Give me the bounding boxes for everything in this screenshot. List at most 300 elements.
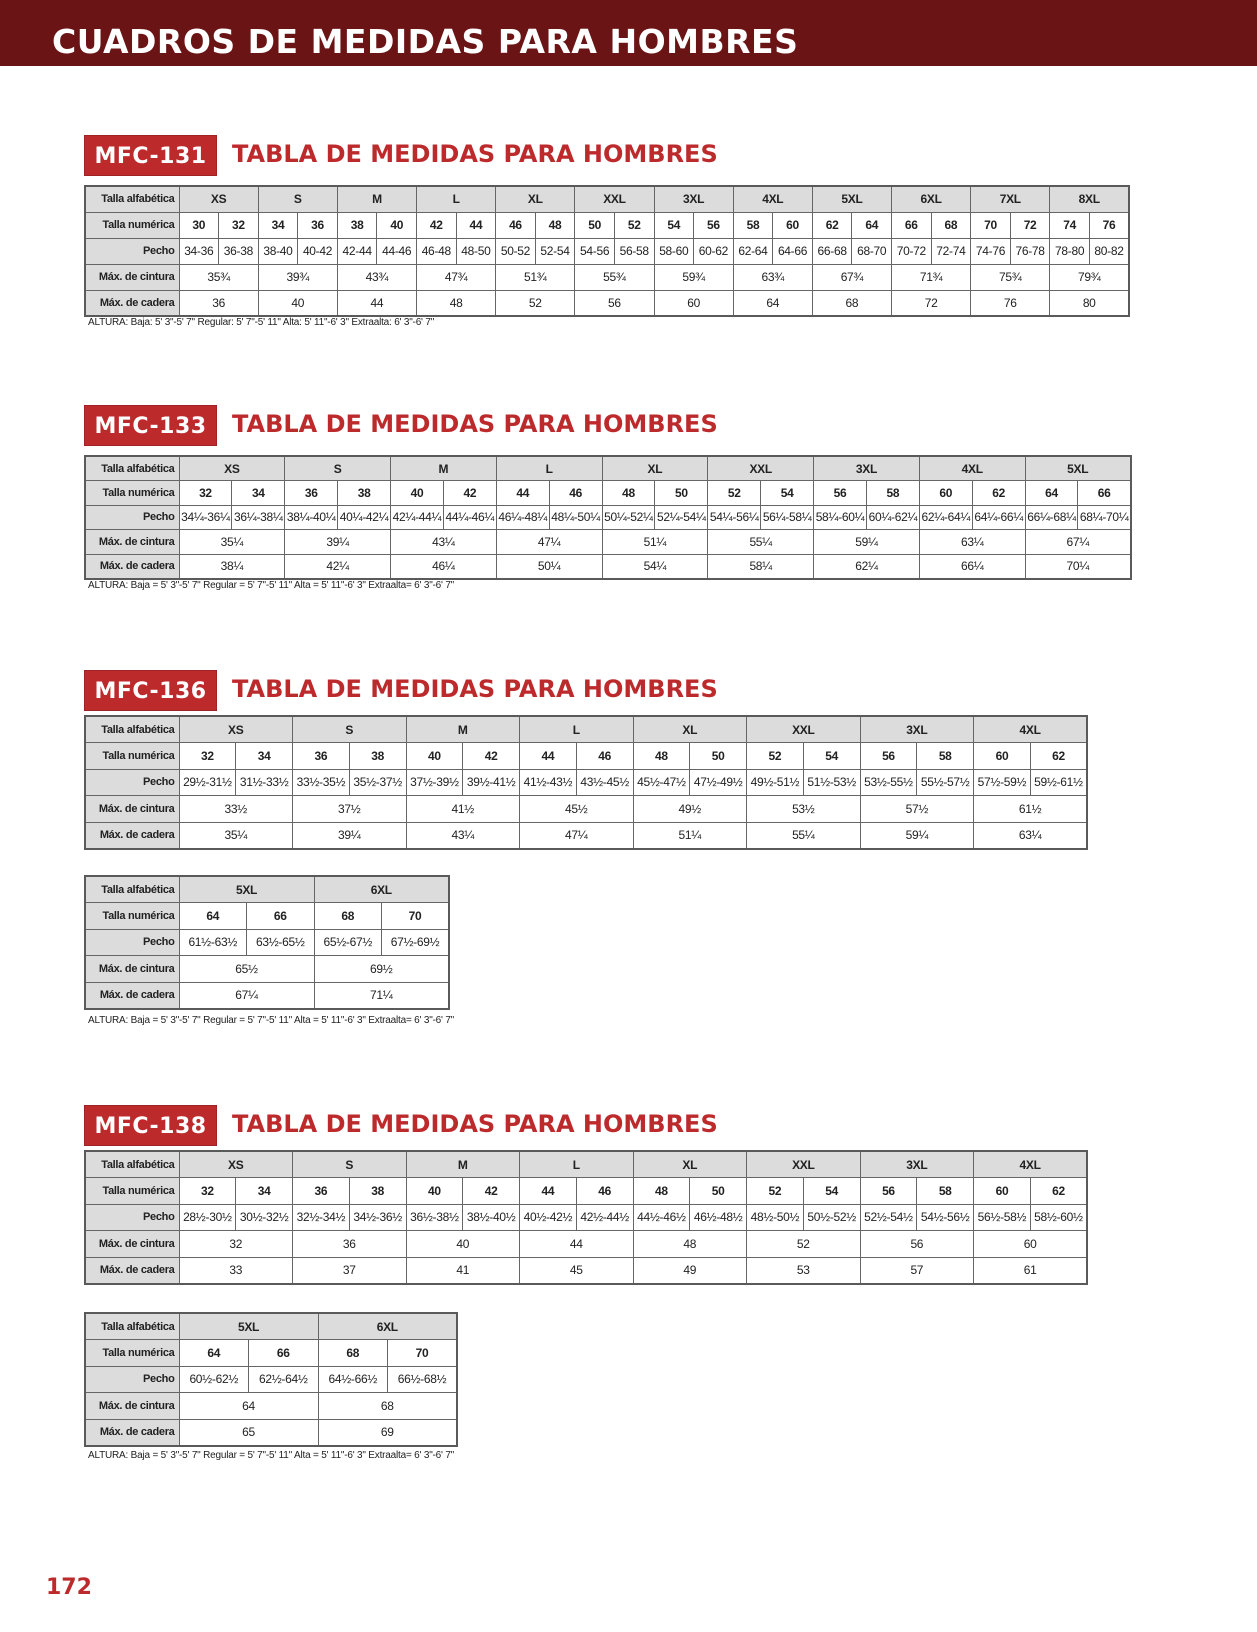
- hip-cell: 62¼: [814, 554, 920, 579]
- numeric-size-cell: 54: [654, 212, 694, 238]
- chest-cell: 56-58: [614, 238, 654, 264]
- hip-cell: 40: [258, 290, 337, 316]
- hip-cell: 66¼: [919, 554, 1025, 579]
- numeric-size-cell: 42: [443, 481, 496, 506]
- hip-row: [85, 290, 1129, 316]
- alpha-size-cell: L: [520, 716, 634, 743]
- chest-cell: 80-82: [1089, 238, 1129, 264]
- chest-cell: 60¼-62¼: [866, 505, 919, 530]
- waist-cell: 52: [747, 1231, 861, 1258]
- alpha-size-cell: 5XL: [179, 876, 314, 903]
- chest-cell: 66½-68½: [388, 1366, 458, 1393]
- alpha-size-cell: XXL: [747, 716, 861, 743]
- hip-cell: 57: [860, 1257, 974, 1284]
- alpha-size-cell: XXL: [575, 186, 654, 212]
- row-label: Talla numérica: [85, 743, 179, 770]
- numeric-size-cell: 46: [496, 212, 536, 238]
- size-table: [84, 455, 1132, 580]
- model-code-badge: MFC-131: [84, 135, 217, 176]
- height-note: ALTURA: Baja = 5' 3"-5' 7" Regular = 5' 7"-5' 11" Alta = 5' 11"-6' 3" Extraalta= 6' 3"-6' 7": [88, 580, 455, 591]
- chest-cell: 28½-30½: [179, 1204, 236, 1231]
- hip-cell: 41: [406, 1257, 520, 1284]
- chest-cell: 58½-60½: [1030, 1204, 1087, 1231]
- page-number: 172: [46, 1575, 92, 1600]
- chest-row: [85, 1204, 1087, 1231]
- numeric-size-cell: 50: [575, 212, 615, 238]
- chest-cell: 57½-59½: [974, 769, 1031, 796]
- waist-cell: 33½: [179, 796, 293, 823]
- chest-cell: 68-70: [852, 238, 892, 264]
- numeric-size-cell: 66: [247, 903, 315, 930]
- chest-cell: 44½-46½: [633, 1204, 690, 1231]
- row-label: Talla alfabética: [85, 1313, 179, 1340]
- hip-cell: 43¼: [406, 822, 520, 849]
- chest-cell: 40½-42½: [520, 1204, 577, 1231]
- row-label: Máx. de cadera: [85, 1257, 179, 1284]
- waist-row: [85, 1393, 457, 1420]
- size-table: [84, 715, 1088, 850]
- hip-cell: 65: [179, 1419, 318, 1446]
- chest-cell: 41½-43½: [520, 769, 577, 796]
- alpha-size-cell: L: [520, 1151, 634, 1178]
- waist-cell: 43¾: [337, 264, 416, 290]
- waist-cell: 39¾: [258, 264, 337, 290]
- numeric-size-cell: 50: [655, 481, 708, 506]
- numeric-size-cell: 60: [773, 212, 813, 238]
- hip-cell: 36: [179, 290, 258, 316]
- waist-cell: 48: [633, 1231, 747, 1258]
- chest-cell: 30½-32½: [236, 1204, 293, 1231]
- chest-cell: 52½-54½: [860, 1204, 917, 1231]
- chest-cell: 67½-69½: [382, 929, 450, 956]
- alpha-size-cell: XXL: [747, 1151, 861, 1178]
- hip-row: [85, 982, 449, 1009]
- chest-cell: 48-50: [456, 238, 496, 264]
- numeric-size-cell: 58: [866, 481, 919, 506]
- chest-cell: 31½-33½: [236, 769, 293, 796]
- row-label: Máx. de cintura: [85, 1393, 179, 1420]
- alpha-size-cell: XL: [633, 716, 747, 743]
- chest-cell: 53½-55½: [860, 769, 917, 796]
- chest-cell: 36-38: [219, 238, 259, 264]
- row-label: Pecho: [85, 929, 179, 956]
- waist-cell: 60: [974, 1231, 1088, 1258]
- hip-cell: 48: [417, 290, 496, 316]
- waist-cell: 35¾: [179, 264, 258, 290]
- num-row: [85, 903, 449, 930]
- chest-cell: 44¼-46¼: [443, 505, 496, 530]
- row-label: Máx. de cintura: [85, 264, 179, 290]
- waist-cell: 53½: [747, 796, 861, 823]
- size-table: [84, 1312, 458, 1447]
- chest-cell: 38-40: [258, 238, 298, 264]
- hip-cell: 61: [974, 1257, 1088, 1284]
- hip-cell: 44: [337, 290, 416, 316]
- chest-cell: 42¼-44¼: [391, 505, 444, 530]
- hip-cell: 80: [1050, 290, 1129, 316]
- chest-cell: 58¼-60¼: [814, 505, 867, 530]
- numeric-size-cell: 48: [633, 1178, 690, 1205]
- section-title: TABLA DE MEDIDAS PARA HOMBRES: [232, 675, 718, 703]
- height-note: ALTURA: Baja = 5' 3"-5' 7" Regular = 5' 7"-5' 11" Alta = 5' 11"-6' 3" Extraalta= 6' 3"-6' 7": [88, 1015, 455, 1026]
- row-label: Talla alfabética: [85, 1151, 179, 1178]
- alpha-size-cell: XS: [179, 456, 285, 481]
- numeric-size-cell: 62: [1030, 1178, 1087, 1205]
- hip-cell: 63¼: [974, 822, 1088, 849]
- chest-cell: 49½-51½: [747, 769, 804, 796]
- hip-cell: 58¼: [708, 554, 814, 579]
- numeric-size-cell: 32: [179, 743, 236, 770]
- hip-cell: 46¼: [391, 554, 497, 579]
- numeric-size-cell: 52: [747, 1178, 804, 1205]
- chest-cell: 62¼-64¼: [919, 505, 972, 530]
- chest-cell: 76-78: [1010, 238, 1050, 264]
- numeric-size-cell: 56: [860, 1178, 917, 1205]
- size-table: [84, 185, 1130, 317]
- chest-row: [85, 238, 1129, 264]
- num-row: [85, 743, 1087, 770]
- chest-cell: 55½-57½: [917, 769, 974, 796]
- numeric-size-cell: 34: [232, 481, 285, 506]
- waist-row: [85, 530, 1131, 555]
- waist-row: [85, 796, 1087, 823]
- hip-cell: 33: [179, 1257, 293, 1284]
- row-label: Talla numérica: [85, 1340, 179, 1367]
- waist-cell: 59¾: [654, 264, 733, 290]
- waist-row: [85, 1231, 1087, 1258]
- chest-cell: 45½-47½: [633, 769, 690, 796]
- page-title: CUADROS DE MEDIDAS PARA HOMBRES: [52, 22, 799, 61]
- waist-cell: 67¾: [812, 264, 891, 290]
- chest-cell: 32½-34½: [293, 1204, 350, 1231]
- numeric-size-cell: 58: [917, 743, 974, 770]
- row-label: Máx. de cintura: [85, 530, 179, 555]
- section-title: TABLA DE MEDIDAS PARA HOMBRES: [232, 140, 718, 168]
- waist-cell: 61½: [974, 796, 1088, 823]
- numeric-size-cell: 46: [549, 481, 602, 506]
- waist-cell: 55¼: [708, 530, 814, 555]
- hip-cell: 51¼: [633, 822, 747, 849]
- alpha-size-cell: XL: [496, 186, 575, 212]
- waist-cell: 43¼: [391, 530, 497, 555]
- alpha-size-cell: 4XL: [733, 186, 812, 212]
- alpha-row: [85, 186, 1129, 212]
- hip-cell: 35¼: [179, 822, 293, 849]
- numeric-size-cell: 36: [293, 1178, 350, 1205]
- chest-cell: 50¼-52¼: [602, 505, 655, 530]
- waist-cell: 39¼: [285, 530, 391, 555]
- row-label: Máx. de cadera: [85, 982, 179, 1009]
- row-label: Talla numérica: [85, 481, 179, 506]
- chest-cell: 62½-64½: [249, 1366, 319, 1393]
- chest-cell: 38¼-40¼: [285, 505, 338, 530]
- alpha-size-cell: XS: [179, 1151, 293, 1178]
- alpha-size-cell: 7XL: [971, 186, 1050, 212]
- numeric-size-cell: 58: [733, 212, 773, 238]
- waist-cell: 69½: [314, 956, 449, 983]
- numeric-size-cell: 36: [298, 212, 338, 238]
- alpha-size-cell: L: [417, 186, 496, 212]
- chest-cell: 42-44: [337, 238, 377, 264]
- numeric-size-cell: 42: [463, 743, 520, 770]
- numeric-size-cell: 68: [931, 212, 971, 238]
- chest-cell: 36¼-38¼: [232, 505, 285, 530]
- chest-row: [85, 505, 1131, 530]
- alpha-size-cell: XS: [179, 716, 293, 743]
- numeric-size-cell: 54: [803, 1178, 860, 1205]
- waist-cell: 67¼: [1025, 530, 1131, 555]
- height-note: ALTURA: Baja = 5' 3"-5' 7" Regular = 5' 7"-5' 11" Alta = 5' 11"-6' 3" Extraalta= 6' 3"-6' 7": [88, 1450, 455, 1461]
- numeric-size-cell: 38: [337, 212, 377, 238]
- numeric-size-cell: 54: [761, 481, 814, 506]
- chest-cell: 35½-37½: [349, 769, 406, 796]
- numeric-size-cell: 40: [406, 1178, 463, 1205]
- alpha-size-cell: 3XL: [814, 456, 920, 481]
- numeric-size-cell: 36: [285, 481, 338, 506]
- numeric-size-cell: 40: [377, 212, 417, 238]
- waist-cell: 35¼: [179, 530, 285, 555]
- numeric-size-cell: 52: [708, 481, 761, 506]
- waist-cell: 59¼: [814, 530, 920, 555]
- numeric-size-cell: 32: [179, 1178, 236, 1205]
- alpha-size-cell: XL: [602, 456, 708, 481]
- alpha-row: [85, 1313, 457, 1340]
- waist-cell: 41½: [406, 796, 520, 823]
- hip-row: [85, 1419, 457, 1446]
- chest-cell: 37½-39½: [406, 769, 463, 796]
- alpha-size-cell: XS: [179, 186, 258, 212]
- numeric-size-cell: 54: [803, 743, 860, 770]
- chest-cell: 36½-38½: [406, 1204, 463, 1231]
- size-table: [84, 1150, 1088, 1285]
- numeric-size-cell: 66: [892, 212, 932, 238]
- numeric-size-cell: 32: [179, 481, 232, 506]
- size-table: [84, 875, 450, 1010]
- hip-cell: 64: [733, 290, 812, 316]
- waist-cell: 68: [318, 1393, 457, 1420]
- waist-cell: 40: [406, 1231, 520, 1258]
- chest-row: [85, 769, 1087, 796]
- chest-cell: 48¼-50¼: [549, 505, 602, 530]
- alpha-size-cell: S: [258, 186, 337, 212]
- alpha-size-cell: 4XL: [919, 456, 1025, 481]
- chest-cell: 70-72: [892, 238, 932, 264]
- numeric-size-cell: 64: [179, 1340, 249, 1367]
- chest-cell: 40-42: [298, 238, 338, 264]
- numeric-size-cell: 52: [614, 212, 654, 238]
- numeric-size-cell: 42: [463, 1178, 520, 1205]
- num-row: [85, 1178, 1087, 1205]
- numeric-size-cell: 56: [860, 743, 917, 770]
- chest-cell: 46-48: [417, 238, 457, 264]
- row-label: Pecho: [85, 769, 179, 796]
- chest-cell: 66¼-68¼: [1025, 505, 1078, 530]
- hip-cell: 67¼: [179, 982, 314, 1009]
- numeric-size-cell: 60: [919, 481, 972, 506]
- hip-row: [85, 1257, 1087, 1284]
- chest-cell: 56½-58½: [974, 1204, 1031, 1231]
- waist-cell: 47¼: [496, 530, 602, 555]
- numeric-size-cell: 34: [236, 1178, 293, 1205]
- numeric-size-cell: 30: [179, 212, 219, 238]
- numeric-size-cell: 64: [852, 212, 892, 238]
- waist-cell: 55¾: [575, 264, 654, 290]
- alpha-size-cell: S: [293, 1151, 407, 1178]
- chest-cell: 34-36: [179, 238, 219, 264]
- alpha-size-cell: 3XL: [860, 1151, 974, 1178]
- chest-cell: 65½-67½: [314, 929, 382, 956]
- numeric-size-cell: 62: [1030, 743, 1087, 770]
- hip-row: [85, 554, 1131, 579]
- model-code-badge: MFC-138: [84, 1105, 217, 1146]
- row-label: Talla numérica: [85, 212, 179, 238]
- row-label: Máx. de cintura: [85, 956, 179, 983]
- chest-cell: 47½-49½: [690, 769, 747, 796]
- row-label: Máx. de cintura: [85, 1231, 179, 1258]
- numeric-size-cell: 42: [417, 212, 457, 238]
- chest-cell: 50-52: [496, 238, 536, 264]
- chest-cell: 54¼-56¼: [708, 505, 761, 530]
- alpha-size-cell: M: [406, 1151, 520, 1178]
- numeric-size-cell: 62: [972, 481, 1025, 506]
- hip-cell: 72: [892, 290, 971, 316]
- chest-cell: 40¼-42¼: [338, 505, 391, 530]
- num-row: [85, 481, 1131, 506]
- numeric-size-cell: 64: [179, 903, 247, 930]
- waist-cell: 75¾: [971, 264, 1050, 290]
- numeric-size-cell: 74: [1050, 212, 1090, 238]
- numeric-size-cell: 66: [1078, 481, 1131, 506]
- numeric-size-cell: 72: [1010, 212, 1050, 238]
- chest-cell: 46½-48½: [690, 1204, 747, 1231]
- chest-cell: 38½-40½: [463, 1204, 520, 1231]
- waist-cell: 65½: [179, 956, 314, 983]
- chest-cell: 46¼-48¼: [496, 505, 549, 530]
- alpha-size-cell: 3XL: [654, 186, 733, 212]
- row-label: Talla numérica: [85, 1178, 179, 1205]
- alpha-size-cell: M: [337, 186, 416, 212]
- num-row: [85, 212, 1129, 238]
- hip-cell: 76: [971, 290, 1050, 316]
- chest-cell: 64¼-66¼: [972, 505, 1025, 530]
- row-label: Pecho: [85, 1204, 179, 1231]
- numeric-size-cell: 34: [258, 212, 298, 238]
- chest-cell: 63½-65½: [247, 929, 315, 956]
- numeric-size-cell: 44: [520, 743, 577, 770]
- waist-cell: 49½: [633, 796, 747, 823]
- chest-cell: 54½-56½: [917, 1204, 974, 1231]
- chest-cell: 74-76: [971, 238, 1011, 264]
- hip-cell: 69: [318, 1419, 457, 1446]
- row-label: Pecho: [85, 505, 179, 530]
- section-title: TABLA DE MEDIDAS PARA HOMBRES: [232, 410, 718, 438]
- chest-cell: 42½-44½: [576, 1204, 633, 1231]
- waist-cell: 63¼: [919, 530, 1025, 555]
- alpha-size-cell: M: [391, 456, 497, 481]
- waist-cell: 63¾: [733, 264, 812, 290]
- hip-cell: 56: [575, 290, 654, 316]
- hip-cell: 59¼: [860, 822, 974, 849]
- hip-cell: 37: [293, 1257, 407, 1284]
- waist-cell: 57½: [860, 796, 974, 823]
- chest-cell: 48½-50½: [747, 1204, 804, 1231]
- waist-cell: 47¾: [417, 264, 496, 290]
- waist-cell: 64: [179, 1393, 318, 1420]
- row-label: Máx. de cadera: [85, 290, 179, 316]
- hip-cell: 38¼: [179, 554, 285, 579]
- alpha-size-cell: 4XL: [974, 1151, 1088, 1178]
- chest-cell: 78-80: [1050, 238, 1090, 264]
- chest-cell: 33½-35½: [293, 769, 350, 796]
- chest-cell: 52-54: [535, 238, 575, 264]
- chest-cell: 64½-66½: [318, 1366, 388, 1393]
- alpha-row: [85, 456, 1131, 481]
- row-label: Máx. de cadera: [85, 1419, 179, 1446]
- alpha-size-cell: 5XL: [812, 186, 891, 212]
- numeric-size-cell: 70: [388, 1340, 458, 1367]
- chest-cell: 72-74: [931, 238, 971, 264]
- chest-cell: 59½-61½: [1030, 769, 1087, 796]
- hip-cell: 42¼: [285, 554, 391, 579]
- hip-cell: 60: [654, 290, 733, 316]
- alpha-size-cell: 5XL: [1025, 456, 1131, 481]
- row-label: Talla alfabética: [85, 876, 179, 903]
- alpha-size-cell: XXL: [708, 456, 814, 481]
- numeric-size-cell: 48: [602, 481, 655, 506]
- chest-cell: 34½-36½: [349, 1204, 406, 1231]
- numeric-size-cell: 40: [406, 743, 463, 770]
- hip-row: [85, 822, 1087, 849]
- chest-cell: 60½-62½: [179, 1366, 249, 1393]
- chest-cell: 58-60: [654, 238, 694, 264]
- chest-cell: 44-46: [377, 238, 417, 264]
- hip-cell: 53: [747, 1257, 861, 1284]
- alpha-row: [85, 1151, 1087, 1178]
- numeric-size-cell: 56: [814, 481, 867, 506]
- waist-cell: 79¾: [1050, 264, 1129, 290]
- numeric-size-cell: 38: [349, 1178, 406, 1205]
- alpha-size-cell: 6XL: [892, 186, 971, 212]
- numeric-size-cell: 76: [1089, 212, 1129, 238]
- numeric-size-cell: 64: [1025, 481, 1078, 506]
- numeric-size-cell: 50: [690, 743, 747, 770]
- hip-cell: 71¼: [314, 982, 449, 1009]
- chest-cell: 29½-31½: [179, 769, 236, 796]
- chest-cell: 61½-63½: [179, 929, 247, 956]
- numeric-size-cell: 56: [694, 212, 734, 238]
- waist-cell: 32: [179, 1231, 293, 1258]
- alpha-row: [85, 876, 449, 903]
- numeric-size-cell: 48: [633, 743, 690, 770]
- numeric-size-cell: 44: [520, 1178, 577, 1205]
- numeric-size-cell: 32: [219, 212, 259, 238]
- alpha-size-cell: XL: [633, 1151, 747, 1178]
- numeric-size-cell: 60: [974, 1178, 1031, 1205]
- alpha-size-cell: 6XL: [314, 876, 449, 903]
- numeric-size-cell: 60: [974, 743, 1031, 770]
- waist-cell: 71¾: [892, 264, 971, 290]
- model-code-badge: MFC-136: [84, 670, 217, 711]
- alpha-size-cell: S: [285, 456, 391, 481]
- chest-cell: 66-68: [812, 238, 852, 264]
- alpha-size-cell: 4XL: [974, 716, 1088, 743]
- chest-cell: 39½-41½: [463, 769, 520, 796]
- waist-cell: 44: [520, 1231, 634, 1258]
- chest-cell: 50½-52½: [803, 1204, 860, 1231]
- waist-cell: 51¼: [602, 530, 708, 555]
- chest-cell: 54-56: [575, 238, 615, 264]
- row-label: Talla alfabética: [85, 186, 179, 212]
